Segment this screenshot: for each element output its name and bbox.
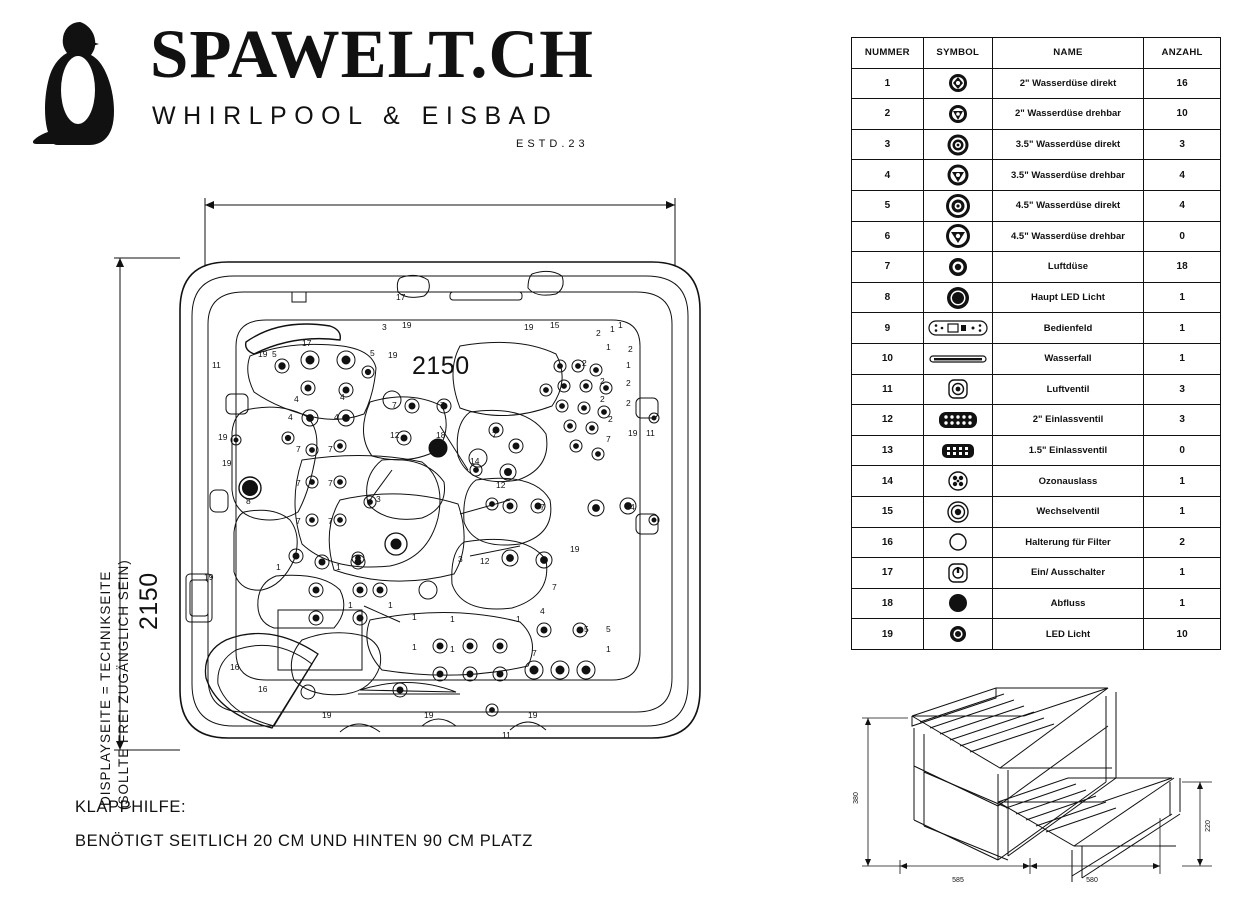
svg-text:19: 19 <box>402 320 412 330</box>
svg-text:7: 7 <box>328 516 333 526</box>
legend-name: 1.5" Einlassventil <box>992 435 1143 466</box>
svg-text:7: 7 <box>392 400 397 410</box>
svg-text:19: 19 <box>524 322 534 332</box>
legend-number: 18 <box>852 588 924 619</box>
legend-name: 3.5" Wasserdüse drehbar <box>992 160 1143 191</box>
legend-name: Bedienfeld <box>992 313 1143 344</box>
dimension-width-label: 2150 <box>412 352 470 380</box>
legend-qty: 0 <box>1144 435 1221 466</box>
drain-icon <box>923 588 992 619</box>
inlet-valve-2in-icon <box>923 405 992 436</box>
brand-name: SPAWELT.CH <box>150 16 594 92</box>
svg-text:15: 15 <box>550 320 560 330</box>
svg-text:19: 19 <box>628 428 638 438</box>
brand-estd: ESTD.23 <box>516 138 589 150</box>
svg-text:1: 1 <box>276 562 281 572</box>
legend-row <box>852 588 1221 619</box>
svg-text:2: 2 <box>628 344 633 354</box>
legend-name: 4.5" Wasserdüse direkt <box>992 190 1143 221</box>
svg-text:19: 19 <box>222 458 232 468</box>
ozone-outlet-icon <box>923 466 992 497</box>
svg-text:7: 7 <box>328 444 333 454</box>
svg-text:3: 3 <box>376 494 381 504</box>
steps-dim-width-step: 580 <box>1086 877 1098 884</box>
legend-table <box>851 37 1221 650</box>
legend-row <box>852 252 1221 283</box>
legend-name: 2" Wasserdüse direkt <box>992 68 1143 99</box>
legend-qty: 1 <box>1144 343 1221 374</box>
svg-text:2: 2 <box>596 328 601 338</box>
svg-text:12: 12 <box>480 556 490 566</box>
legend-qty: 3 <box>1144 405 1221 436</box>
svg-text:1: 1 <box>450 614 455 624</box>
svg-text:19: 19 <box>388 350 398 360</box>
svg-text:1: 1 <box>412 612 417 622</box>
svg-text:19: 19 <box>204 572 214 582</box>
svg-text:1: 1 <box>336 562 341 572</box>
svg-text:7: 7 <box>532 648 537 658</box>
legend-name: 2" Einlassventil <box>992 405 1143 436</box>
svg-text:1: 1 <box>606 644 611 654</box>
steps-dim-width-total: 585 <box>952 877 964 884</box>
svg-text:5: 5 <box>272 349 277 359</box>
legend-number: 10 <box>852 343 924 374</box>
jet-35in-direct-icon <box>923 129 992 160</box>
air-jet-icon <box>923 252 992 283</box>
footer-notes <box>75 790 533 858</box>
svg-text:16: 16 <box>258 684 268 694</box>
svg-text:19: 19 <box>322 710 332 720</box>
svg-text:19: 19 <box>218 432 228 442</box>
svg-text:4: 4 <box>340 392 345 402</box>
svg-text:1: 1 <box>606 342 611 352</box>
steps-dim-height-step: 220 <box>1205 820 1212 832</box>
legend-number: 12 <box>852 405 924 436</box>
legend-qty: 1 <box>1144 282 1221 313</box>
legend-row <box>852 405 1221 436</box>
legend-number: 5 <box>852 190 924 221</box>
spa-outline-svg <box>40 170 760 750</box>
svg-text:7: 7 <box>440 400 445 410</box>
legend-header-name: NAME <box>992 38 1143 69</box>
legend-row <box>852 558 1221 589</box>
legend-qty: 18 <box>1144 252 1221 283</box>
legend-row <box>852 466 1221 497</box>
svg-text:19: 19 <box>258 349 268 359</box>
legend-header-anzahl: ANZAHL <box>1144 38 1221 69</box>
legend-qty: 3 <box>1144 374 1221 405</box>
legend-row <box>852 496 1221 527</box>
display-side-note-line1: DISPLAYSEITE = TECHNIKSEITE <box>98 570 113 806</box>
legend-number: 2 <box>852 99 924 130</box>
led-light-icon <box>923 619 992 650</box>
legend-number: 14 <box>852 466 924 497</box>
svg-text:7: 7 <box>552 582 557 592</box>
legend-row <box>852 619 1221 650</box>
svg-text:11: 11 <box>502 730 511 740</box>
legend-qty: 16 <box>1144 68 1221 99</box>
svg-text:1: 1 <box>388 600 393 610</box>
steps-svg <box>840 670 1230 884</box>
svg-text:1: 1 <box>450 644 455 654</box>
svg-text:7: 7 <box>328 478 333 488</box>
legend-name: LED Licht <box>992 619 1143 650</box>
svg-text:7: 7 <box>492 430 497 440</box>
footer-line-2: BENÖTIGT SEITLICH 20 CM UND HINTEN 90 CM PLATZ <box>75 832 533 850</box>
svg-text:7: 7 <box>540 502 545 512</box>
svg-text:17: 17 <box>396 292 406 302</box>
air-valve-icon <box>923 374 992 405</box>
svg-text:11: 11 <box>646 428 655 438</box>
legend-number: 3 <box>852 129 924 160</box>
legend-qty: 1 <box>1144 588 1221 619</box>
svg-text:2: 2 <box>582 358 587 368</box>
inlet-valve-15in-icon <box>923 435 992 466</box>
legend-row <box>852 129 1221 160</box>
legend-qty: 10 <box>1144 619 1221 650</box>
legend-name: Halterung für Filter <box>992 527 1143 558</box>
legend-name: 4.5" Wasserdüse drehbar <box>992 221 1143 252</box>
svg-text:7: 7 <box>296 516 301 526</box>
legend-header-row <box>852 38 1221 69</box>
legend-number: 13 <box>852 435 924 466</box>
legend-qty: 1 <box>1144 558 1221 589</box>
legend-number: 7 <box>852 252 924 283</box>
svg-text:19: 19 <box>570 544 580 554</box>
svg-text:2: 2 <box>626 378 631 388</box>
svg-text:3: 3 <box>458 554 463 564</box>
legend-name: Luftdüse <box>992 252 1143 283</box>
diverter-valve-icon <box>923 496 992 527</box>
jet-2in-direct-icon <box>923 68 992 99</box>
steps-dim-height-total: 380 <box>853 792 860 804</box>
legend-row <box>852 221 1221 252</box>
legend-row <box>852 313 1221 344</box>
jet-45in-direct-icon <box>923 190 992 221</box>
legend-number: 15 <box>852 496 924 527</box>
legend-qty: 3 <box>1144 129 1221 160</box>
penguin-logo-icon <box>22 18 132 148</box>
svg-text:12: 12 <box>390 430 400 440</box>
legend-name: Wechselventil <box>992 496 1143 527</box>
steps-drawing <box>840 670 1230 884</box>
svg-text:4: 4 <box>630 502 635 512</box>
footer-line-1: KLAPPHILFE: <box>75 798 187 816</box>
legend-name: Luftventil <box>992 374 1143 405</box>
legend-row <box>852 160 1221 191</box>
svg-text:7: 7 <box>606 434 611 444</box>
legend-qty: 1 <box>1144 466 1221 497</box>
svg-text:4: 4 <box>294 394 299 404</box>
filter-holder-icon <box>923 527 992 558</box>
legend-name: 3.5" Wasserdüse direkt <box>992 129 1143 160</box>
legend-number: 9 <box>852 313 924 344</box>
svg-text:2: 2 <box>626 398 631 408</box>
svg-text:1: 1 <box>610 324 615 334</box>
svg-text:2: 2 <box>600 394 605 404</box>
jet-35in-rotary-icon <box>923 160 992 191</box>
legend-row <box>852 343 1221 374</box>
power-switch-icon <box>923 558 992 589</box>
svg-text:18: 18 <box>436 430 446 440</box>
svg-text:11: 11 <box>212 360 221 370</box>
legend-row <box>852 282 1221 313</box>
legend-row <box>852 68 1221 99</box>
legend-number: 1 <box>852 68 924 99</box>
brand-logo-block <box>22 14 662 164</box>
svg-text:5: 5 <box>606 624 611 634</box>
svg-text:4: 4 <box>334 412 339 422</box>
svg-text:3: 3 <box>382 322 387 332</box>
svg-text:2: 2 <box>600 376 605 386</box>
legend-row <box>852 190 1221 221</box>
svg-text:4: 4 <box>540 606 545 616</box>
svg-text:2: 2 <box>608 414 613 424</box>
legend-qty: 4 <box>1144 160 1221 191</box>
svg-text:1: 1 <box>412 642 417 652</box>
waterfall-icon <box>923 343 992 374</box>
svg-text:5: 5 <box>584 624 589 634</box>
jet-45in-rotary-icon <box>923 221 992 252</box>
svg-text:16: 16 <box>230 662 240 672</box>
legend-name: Haupt LED Licht <box>992 282 1143 313</box>
legend-name: Wasserfall <box>992 343 1143 374</box>
legend-number: 8 <box>852 282 924 313</box>
main-led-light-icon <box>923 282 992 313</box>
legend-number: 6 <box>852 221 924 252</box>
legend-number: 17 <box>852 558 924 589</box>
display-side-note-line2: (SOLLTE FREI ZUGÄNGLICH SEIN) <box>116 559 131 810</box>
legend-qty: 10 <box>1144 99 1221 130</box>
svg-text:12: 12 <box>496 480 506 490</box>
svg-text:17: 17 <box>302 338 312 348</box>
legend-row <box>852 374 1221 405</box>
legend-number: 16 <box>852 527 924 558</box>
svg-text:19: 19 <box>424 710 434 720</box>
legend-header-nummer: NUMMER <box>852 38 924 69</box>
legend-number: 4 <box>852 160 924 191</box>
svg-text:8: 8 <box>246 496 251 506</box>
svg-text:7: 7 <box>296 478 301 488</box>
svg-text:1: 1 <box>626 360 631 370</box>
legend-row <box>852 99 1221 130</box>
svg-text:5: 5 <box>370 348 375 358</box>
dimension-depth-label: 2150 <box>135 572 163 630</box>
legend-name: Ein/ Ausschalter <box>992 558 1143 589</box>
svg-text:19: 19 <box>528 710 538 720</box>
legend-name: 2" Wasserdüse drehbar <box>992 99 1143 130</box>
legend-qty: 2 <box>1144 527 1221 558</box>
control-panel-icon <box>923 313 992 344</box>
brand-tagline: WHIRLPOOL & EISBAD <box>152 102 559 130</box>
legend-qty: 0 <box>1144 221 1221 252</box>
legend-row <box>852 527 1221 558</box>
jet-2in-rotary-icon <box>923 99 992 130</box>
legend-row <box>852 435 1221 466</box>
legend-qty: 4 <box>1144 190 1221 221</box>
svg-text:1: 1 <box>516 614 521 624</box>
legend-name: Ozonauslass <box>992 466 1143 497</box>
svg-text:7: 7 <box>296 444 301 454</box>
legend-number: 19 <box>852 619 924 650</box>
svg-text:1: 1 <box>618 320 623 330</box>
legend-qty: 1 <box>1144 496 1221 527</box>
svg-text:14: 14 <box>470 456 480 466</box>
legend-name: Abfluss <box>992 588 1143 619</box>
svg-text:4: 4 <box>288 412 293 422</box>
legend-qty: 1 <box>1144 313 1221 344</box>
legend-header-symbol: SYMBOL <box>923 38 992 69</box>
svg-text:1: 1 <box>348 600 353 610</box>
legend-number: 11 <box>852 374 924 405</box>
